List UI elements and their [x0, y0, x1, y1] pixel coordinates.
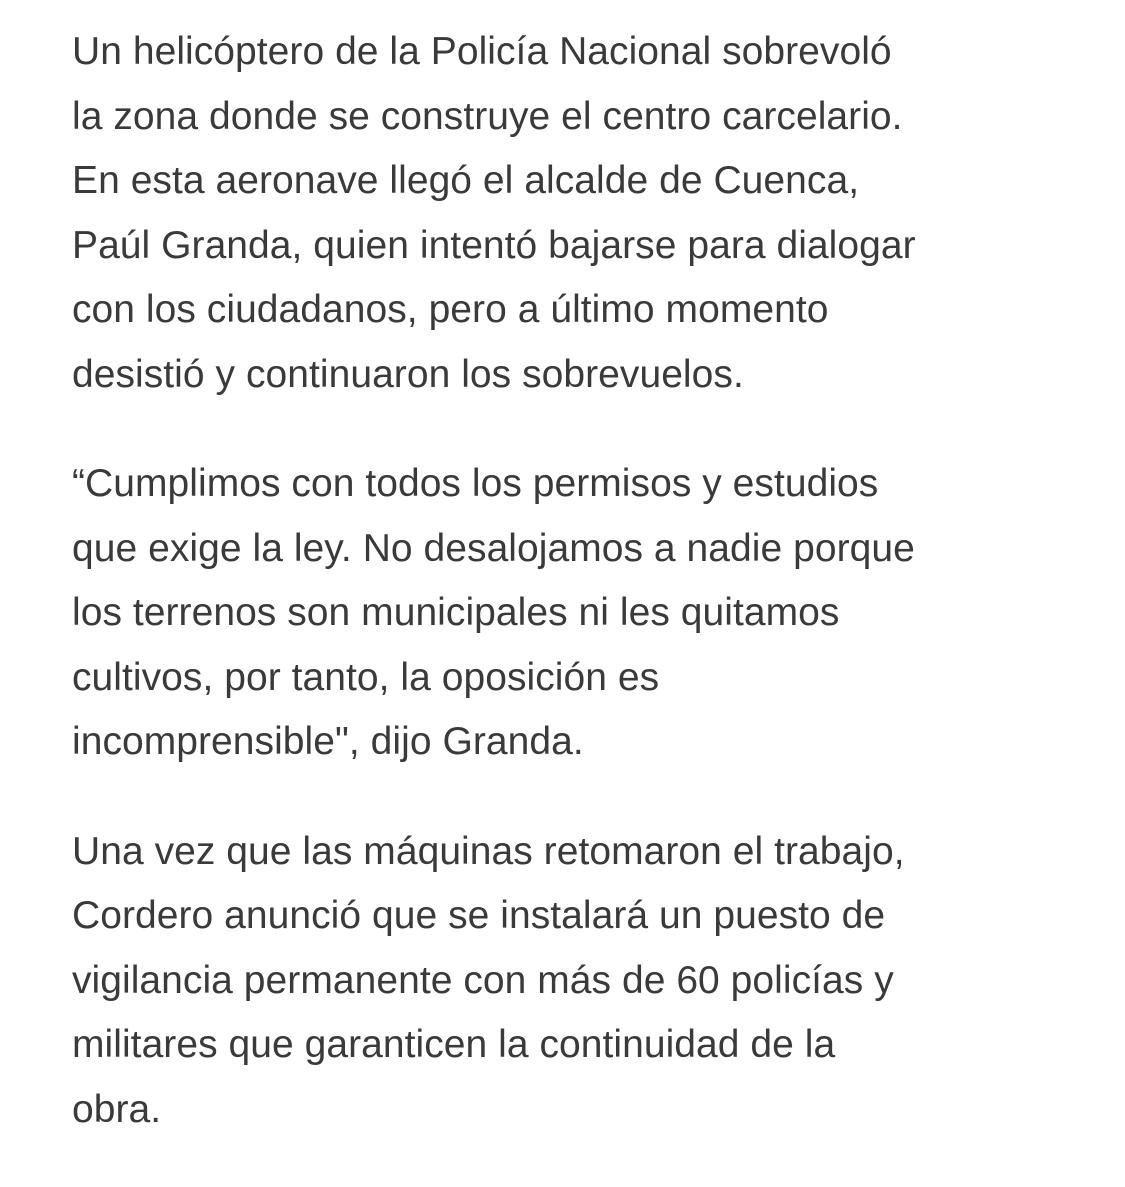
text-line: Paúl Granda, quien intentó bajarse para dialogar [72, 223, 916, 267]
text-line: incomprensible", dijo Granda. [72, 720, 584, 763]
text-line: obra. [72, 1087, 162, 1131]
text-line: Una vez que las máquinas retomaron el trabajo, [72, 829, 905, 873]
text-line: que exige la ley. No desalojamos a nadie porque [72, 526, 915, 570]
text-line: militares que garanticen la continuidad de la [72, 1023, 836, 1066]
paragraph-quote [72, 452, 1102, 775]
article-body [72, 20, 1102, 1187]
text-line: vigilancia permanente con más de 60 policías y [72, 958, 894, 1002]
paragraph-surveillance [72, 820, 1102, 1143]
text-line: En esta aeronave llegó el alcalde de Cuenca, [72, 159, 860, 202]
text-line: desistió y continuaron los sobrevuelos. [72, 352, 744, 396]
text-line: “Cumplimos con todos los permisos y estudios [72, 462, 879, 505]
text-line: los terrenos son municipales ni les quitamos [72, 591, 840, 634]
text-line: la zona donde se construye el centro carcelario. [72, 94, 903, 138]
text-line: Cordero anunció que se instalará un puesto de [72, 894, 886, 937]
text-line: cultivos, por tanto, la oposición es [72, 655, 660, 699]
text-line: Un helicóptero de la Policía Nacional sobrevoló [72, 30, 892, 73]
paragraph-helicopter [72, 20, 1102, 407]
text-line: con los ciudadanos, pero a último momento [72, 288, 829, 331]
